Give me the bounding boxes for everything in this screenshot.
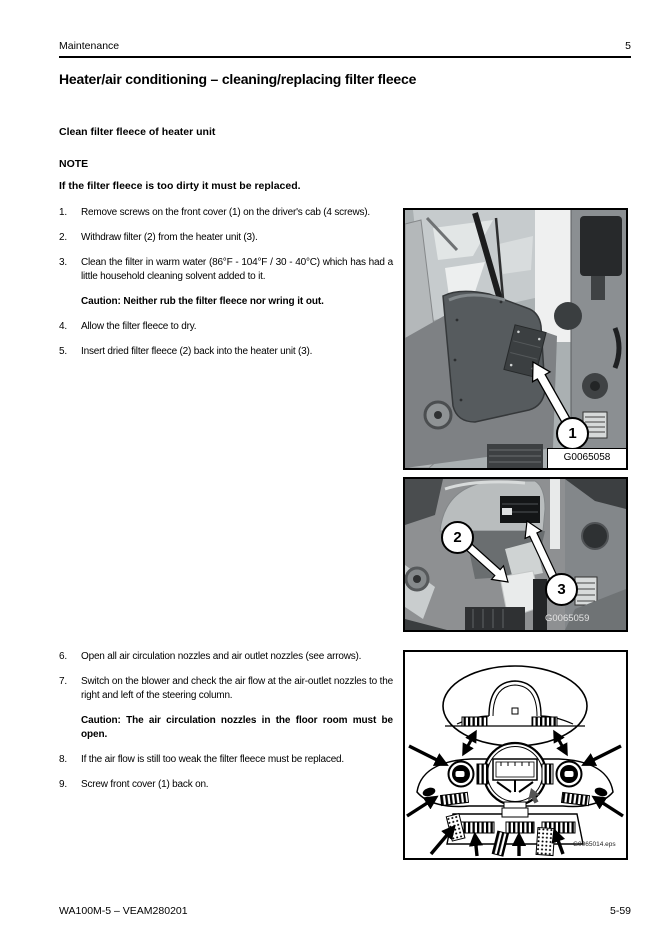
caution-note-1: Caution: Neither rub the filter fleece nor wring it out.	[81, 296, 324, 307]
steps-6-to-9	[59, 650, 393, 803]
filter-photo-illustration	[405, 479, 626, 630]
callout-1: 1	[556, 417, 589, 450]
step-number: 3.	[59, 257, 67, 268]
figure-3-label: G0065014.eps	[573, 841, 616, 848]
figure-dashboard-diagram	[403, 650, 628, 860]
section-subtitle: Clean filter fleece of heater unit	[59, 126, 216, 138]
figure-cab-front-cover-photo	[403, 208, 628, 470]
page-title: Heater/air conditioning – cleaning/replacing filter fleece	[59, 71, 417, 87]
footer-page-number: 5-59	[609, 905, 631, 917]
round-air-vent-left	[449, 762, 474, 787]
step-number: 4.	[59, 321, 67, 332]
header-section-title: Maintenance	[59, 40, 120, 52]
step-number: 2.	[59, 232, 67, 243]
callout-3: 3	[545, 573, 578, 606]
step-4	[59, 320, 393, 334]
step-2	[59, 231, 393, 245]
step-6	[59, 650, 393, 664]
overhead-vent-grille-left	[462, 717, 487, 726]
floor-vent-grille-center	[506, 822, 534, 833]
step-text: Screw front cover (1) back on.	[81, 779, 209, 790]
steps-1-to-5	[59, 206, 393, 370]
note-label: NOTE	[59, 158, 89, 170]
caution-note-2: Caution: The air circulation nozzles in the floor room must be open.	[81, 715, 393, 740]
step-text: Withdraw filter (2) from the heater unit (3).	[81, 232, 258, 243]
step-number: 1.	[59, 207, 67, 218]
step-9	[59, 778, 393, 792]
step-text: Allow the filter fleece to dry.	[81, 321, 197, 332]
figure-2-label: G0065059	[545, 613, 590, 624]
figure-filter-removal-photo	[403, 477, 628, 632]
step-text: Insert dried filter fleece (2) back into the heater unit (3).	[81, 346, 313, 357]
step-slats	[487, 444, 543, 468]
step-3	[59, 256, 393, 284]
step-number: 6.	[59, 651, 67, 662]
footer-model-code: WA100M-5 – VEAM280201	[59, 905, 188, 917]
header-page-number: 5	[625, 40, 631, 52]
step-5	[59, 345, 393, 359]
step-text: Remove screws on the front cover (1) on the driver's cab (4 screws).	[81, 207, 370, 218]
cab-photo-illustration	[405, 210, 626, 468]
step-number: 7.	[59, 676, 67, 687]
step-7	[59, 675, 393, 703]
side-grille	[575, 577, 597, 605]
step-number: 9.	[59, 779, 67, 790]
rear-mirror	[580, 216, 622, 276]
step-number: 5.	[59, 346, 67, 357]
step-text: Open all air circulation nozzles and air outlet nozzles (see arrows).	[81, 651, 362, 662]
overhead-vent-grille-right	[532, 717, 557, 726]
page-header	[59, 40, 631, 58]
step-text: Clean the filter in warm water (86°F - 104°F / 30 - 40°C) which has had a little household cleaning solvent added to it.	[81, 257, 393, 282]
figure-1-label: G0065058	[547, 448, 627, 469]
side-vent-grille-left	[477, 764, 488, 784]
pedal-right	[536, 827, 555, 855]
callout-2: 2	[441, 521, 474, 554]
dashboard-diagram-illustration	[405, 652, 626, 858]
step-text: If the air flow is still too weak the filter fleece must be replaced.	[81, 754, 344, 765]
step-number: 8.	[59, 754, 67, 765]
floor-vent-grille-left	[460, 822, 494, 833]
filter-slot	[500, 496, 540, 523]
step-text: Switch on the blower and check the air flow at the air-outlet nozzles to the right and left of the steering column.	[81, 676, 393, 701]
step-1	[59, 206, 393, 220]
step-8	[59, 753, 393, 767]
round-air-vent-right	[557, 762, 582, 787]
note-text: If the filter fleece is too dirty it must be replaced.	[59, 180, 301, 192]
side-vent-grille-right	[542, 764, 553, 784]
page-footer	[59, 905, 631, 917]
